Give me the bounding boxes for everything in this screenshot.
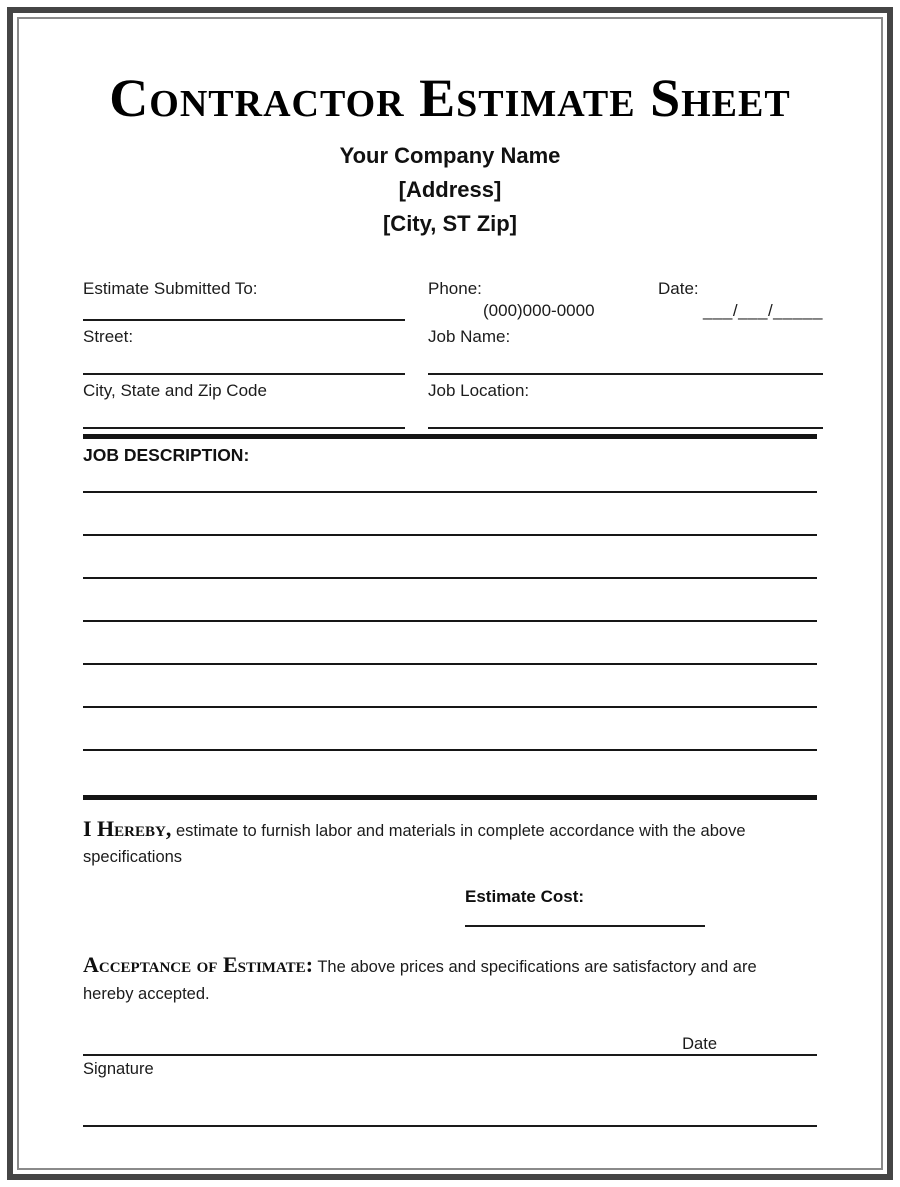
estimate-cost-label: Estimate Cost: [465, 886, 585, 906]
job-description-lines [83, 466, 817, 751]
job-name-line-cell [428, 347, 823, 375]
phone-label: Phone: [428, 279, 482, 298]
job-description-line[interactable] [83, 493, 817, 536]
hereby-text: estimate to furnish labor and materials in complete accordance with the above specifications [83, 822, 746, 866]
job-description-line[interactable] [83, 622, 817, 665]
date-blank-field[interactable]: ___/___/_____ [703, 301, 823, 320]
street-line-cell [83, 347, 428, 375]
acceptance-statement [83, 951, 798, 1008]
street-line[interactable] [83, 373, 405, 375]
job-description-line[interactable] [83, 579, 817, 622]
secondary-signature-line[interactable] [83, 1125, 817, 1127]
estimate-header-form [83, 279, 823, 429]
signature-line[interactable] [83, 1028, 817, 1056]
signature-date-label: Date [682, 1034, 717, 1053]
hereby-prefix: I Hereby, [83, 816, 172, 841]
street-label: Street: [83, 327, 134, 346]
city-state-zip-line[interactable] [83, 427, 405, 429]
job-location-line-cell [428, 401, 823, 429]
job-description-line[interactable] [83, 708, 817, 751]
company-name: Your Company Name [339, 143, 561, 168]
signature-label: Signature [83, 1059, 154, 1078]
job-description-line[interactable] [83, 466, 817, 493]
acceptance-prefix: Acceptance of Estimate: [83, 951, 314, 977]
city-state-zip-label: City, State and Zip Code [83, 381, 267, 400]
job-location-line[interactable] [428, 427, 823, 429]
page-border-inner [17, 17, 883, 1170]
company-address: [Address] [398, 177, 502, 202]
job-description-heading: JOB DESCRIPTION: [83, 445, 250, 465]
section-divider-bottom [83, 795, 817, 800]
acceptance-text: The above prices and specifications are satisfactory and are hereby accepted. [83, 957, 757, 1003]
submitted-to-line-cell [83, 301, 428, 321]
submitted-to-label: Estimate Submitted To: [83, 279, 258, 298]
section-divider-top [83, 434, 817, 439]
job-location-label: Job Location: [428, 381, 530, 400]
job-description-line[interactable] [83, 665, 817, 708]
estimate-cost-line[interactable] [465, 909, 705, 927]
company-block [83, 139, 817, 241]
page-border-outer [7, 7, 893, 1180]
estimate-cost-row [465, 887, 817, 927]
job-description-line[interactable] [83, 536, 817, 579]
company-city-st-zip: [City, ST Zip] [382, 211, 518, 236]
document-title: Contractor Estimate Sheet [109, 68, 791, 128]
phone-value: (000)000-0000 [483, 301, 595, 320]
job-name-label: Job Name: [428, 327, 511, 346]
job-name-line[interactable] [428, 373, 823, 375]
city-state-zip-line-cell [83, 401, 428, 429]
date-label: Date: [658, 279, 699, 298]
hereby-statement [83, 816, 783, 870]
submitted-to-line[interactable] [83, 319, 405, 321]
